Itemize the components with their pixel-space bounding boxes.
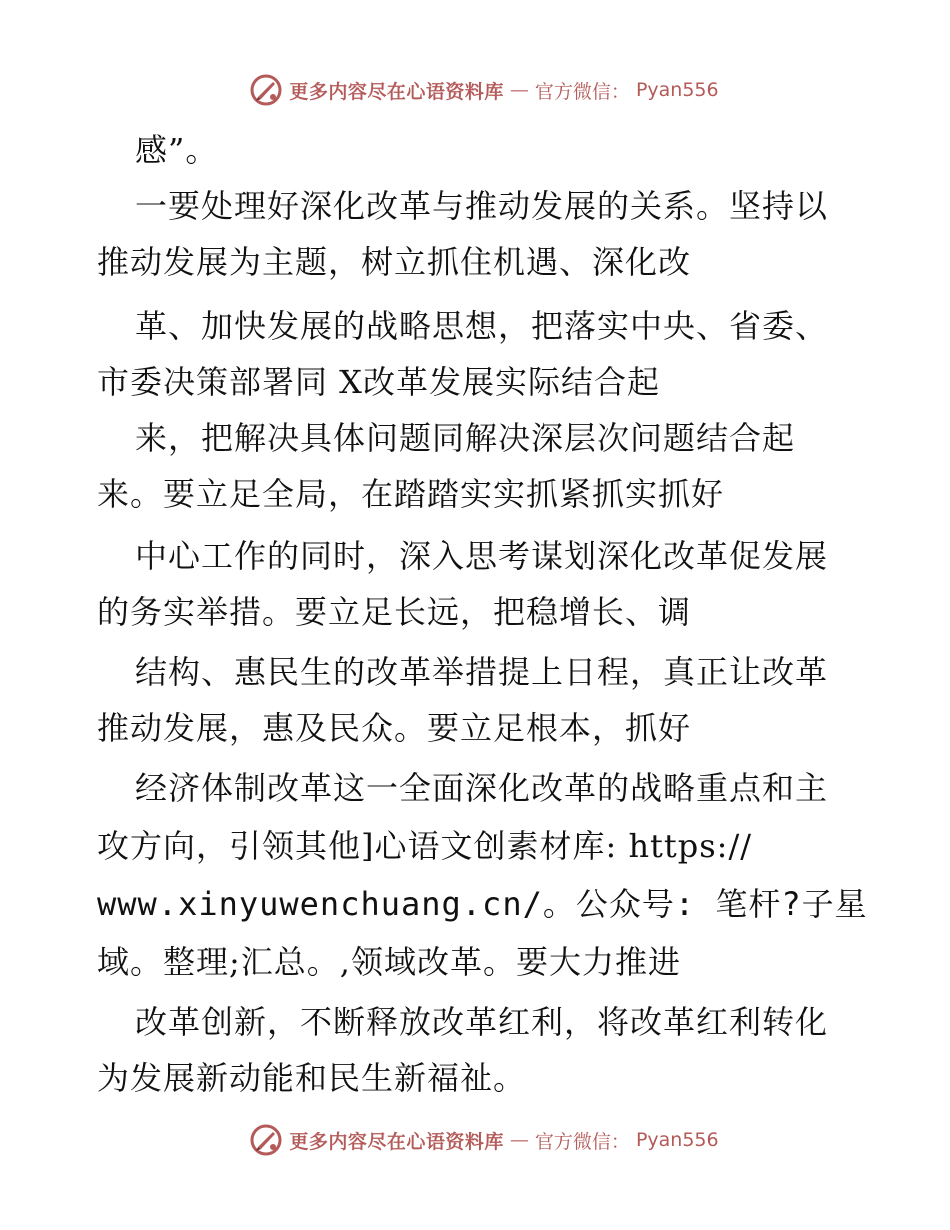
banner-wechat-label: 官方微信： <box>534 1130 630 1153</box>
banner-slogan: 更多内容尽在心语资料库 <box>289 1130 504 1153</box>
body-line: 市委决策部署同 X改革发展实际结合起 <box>97 363 660 401</box>
body-line: 推动发展为主题，树立抓住机遇、深化改 <box>97 243 692 281</box>
banner-dash: — <box>509 79 529 101</box>
body-line: www.xinyuwenchuang.cn/。公众号: 笔杆?子星 <box>97 885 868 923</box>
banner-wechat-id: Pyan556 <box>635 79 719 101</box>
body-line: 来，把解决具体问题同解决深层次问题结合起 <box>135 419 796 457</box>
body-line: 的务实举措。要立足长远，把稳增长、调 <box>97 593 692 631</box>
footer-banner-inner <box>249 1123 718 1157</box>
body-line: 一要处理好深化改革与推动发展的关系。坚持以 <box>135 187 829 225</box>
body-line: 革、加快发展的战略思想，把落实中央、省委、 <box>135 307 829 345</box>
header-banner-inner <box>249 73 718 107</box>
banner-dash: — <box>509 1129 529 1151</box>
footer-banner <box>0 1120 950 1160</box>
body-line: 域。整理;汇总。,领域改革。要大力推进 <box>97 943 681 981</box>
body-line: 来。要立足全局，在踏踏实实抓紧抓实抓好 <box>97 475 725 513</box>
quill-logo-icon <box>249 1123 283 1157</box>
banner-slogan: 更多内容尽在心语资料库 <box>289 80 504 103</box>
body-line: 推动发展，惠及民众。要立足根本，抓好 <box>97 709 692 747</box>
quill-logo-icon <box>249 73 283 107</box>
body-line: 为发展新动能和民生新福祉。 <box>97 1059 527 1097</box>
body-line: 改革创新，不断释放改革红利，将改革红利转化 <box>135 1003 829 1041</box>
banner-wechat-label: 官方微信： <box>534 80 630 103</box>
body-line: 经济体制改革这一全面深化改革的战略重点和主 <box>135 769 829 807</box>
banner-wechat-id: Pyan556 <box>635 1129 719 1151</box>
body-line: 感”。 <box>135 131 219 169</box>
body-line: 结构、惠民生的改革举措提上日程，真正让改革 <box>135 653 829 691</box>
header-banner <box>0 70 950 110</box>
body-line: 中心工作的同时，深入思考谋划深化改革促发展 <box>135 537 829 575</box>
body-line: 攻方向，引领其他]心语文创素材库: https:// <box>97 827 753 865</box>
